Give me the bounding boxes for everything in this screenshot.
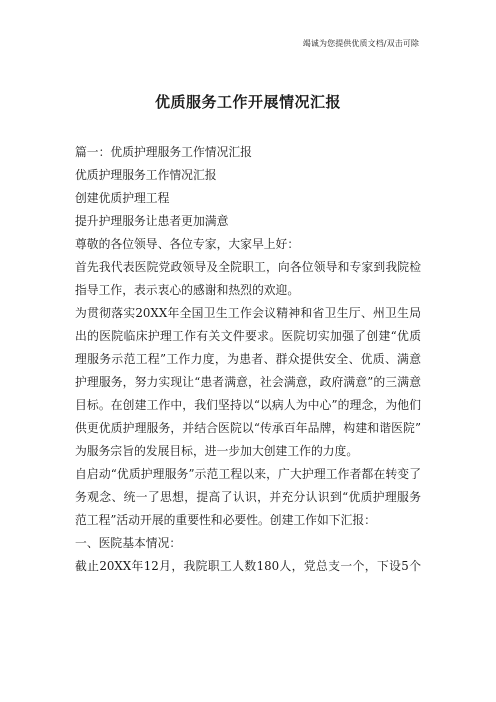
body-line: 务观念、统一了思想，提高了认识，并充分认识到“优质护理服务 xyxy=(75,490,421,504)
body-line: 创建优质护理工程 xyxy=(75,191,170,205)
body-line: 理服务示范工程”工作力度，为患者、群众提供安全、优质、满意 xyxy=(75,352,421,366)
header-note: 竭诚为您提供优质文档/双击可除 xyxy=(302,39,419,48)
body-line: 供更优质护理服务，并结合医院以“传承百年品牌，构建和谐医院” xyxy=(75,421,421,435)
body-line: 优质护理服务工作情况汇报 xyxy=(75,168,217,182)
body-line: 护理服务，努力实现让“患者满意，社会满意，政府满意”的三满意 xyxy=(75,375,421,389)
body-line: 自启动“优质护理服务”示范工程以来，广大护理工作者都在转变了 xyxy=(75,467,421,481)
body-line: 出的医院临床护理工作有关文件要求。医院切实加强了创建“优质 xyxy=(75,329,421,343)
body-line: 尊敬的各位领导、各位专家，大家早上好： xyxy=(75,237,300,251)
body-line: 为服务宗旨的发展目标，进一步加大创建工作的力度。 xyxy=(75,444,359,458)
body-line: 范工程”活动开展的重要性和必要性。创建工作如下汇报： xyxy=(75,513,376,527)
body-line: 目标。在创建工作中，我们坚持以“以病人为中心”的理念，为他们 xyxy=(75,398,421,412)
body-line: 提升护理服务让患者更加满意 xyxy=(75,214,229,228)
body-line: 一、医院基本情况： xyxy=(75,536,182,550)
body-line: 截止20XX年12月，我院职工人数180人，党总支一个，下设5个 xyxy=(75,559,421,573)
body-line: 篇一：优质护理服务工作情况汇报 xyxy=(75,145,252,159)
body-line: 为贯彻落实20XX年全国卫生工作会议精神和省卫生厅、州卫生局 xyxy=(75,306,421,320)
document-title: 优质服务工作开展情况汇报 xyxy=(154,93,341,111)
body-line: 首先我代表医院党政领导及全院职工，向各位领导和专家到我院检 xyxy=(75,260,421,274)
document-body xyxy=(75,141,421,578)
body-line: 指导工作，表示衷心的感谢和热烈的欢迎。 xyxy=(75,283,300,297)
